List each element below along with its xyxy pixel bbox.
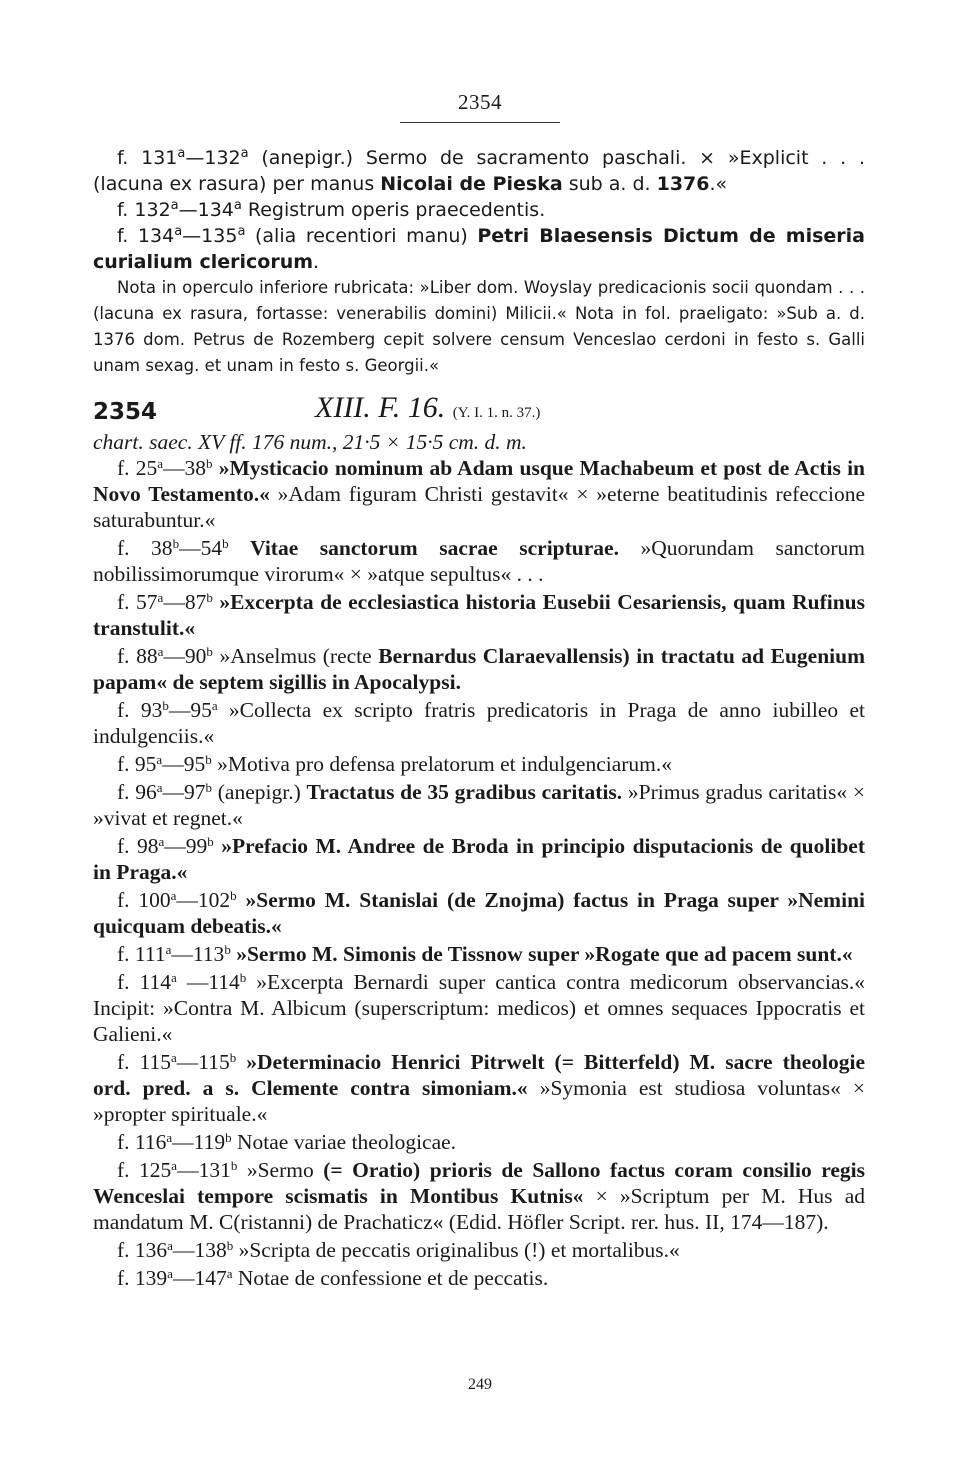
old-reference: (Y. I. 1. n. 37.) <box>452 405 541 421</box>
entry-text: »Excerpta Bernardi super cantica contra medicorum observancias.« Incipit: »Contra M. Albicum (superscriptum: medicos) et omnes sequaces Ippocratis et Galieni.« <box>93 970 865 1046</box>
folio-side: b <box>206 644 213 659</box>
content-entry <box>93 941 865 967</box>
content-entry <box>93 455 865 533</box>
folio-side: a <box>240 146 249 161</box>
folio-start: f. 93 <box>117 698 163 722</box>
entry-text: (anepigr.) <box>212 780 307 804</box>
folio-side: a <box>233 198 242 213</box>
entry-title: »Mysticacio nominum ab Adam usque Machabeum et post de Actis in Novo Testamento.« <box>93 456 865 506</box>
folio-start: f. 38 <box>117 536 173 560</box>
folio-end: —134 <box>178 199 234 221</box>
folio-end: —131 <box>177 1158 231 1182</box>
entry-title: »Excerpta de ecclesiastica historia Eusebii Cesariensis, quam Rufinus transtulit.« <box>93 590 865 640</box>
entry-title: »Prefacio M. Andree de Broda in principio disputacionis de quolibet in Praga.« <box>93 834 865 884</box>
entry-text: . <box>313 251 320 273</box>
content-entry <box>93 887 865 939</box>
folio-side: a <box>170 888 177 903</box>
folio-end: —95 <box>168 698 212 722</box>
folio-side: a <box>237 224 246 239</box>
entry-text: .« <box>709 173 728 195</box>
previous-entry <box>93 145 865 197</box>
folio-side: b <box>205 752 212 767</box>
entry-text: Registrum operis praecedentis. <box>241 199 546 221</box>
folio-start: f. 114 <box>117 970 172 994</box>
folio-side: b <box>172 536 180 551</box>
content-entry <box>93 589 865 641</box>
folio-start: f. 132 <box>117 199 171 221</box>
folio-start: f. 139 <box>117 1266 168 1290</box>
folio-end: —102 <box>176 888 231 912</box>
folio-start: f. 88 <box>117 644 158 668</box>
folio-side: a <box>156 780 163 795</box>
folio-side: a <box>226 1266 233 1281</box>
entry-text: »Motiva pro defensa prelatorum et indulgenciarum.« <box>211 752 673 776</box>
entry-title: »Determinacio Henrici Pitrwelt (= Bitterfeld) M. sacre theologie ord. pred. a s. Clemente contra simoniam.« <box>93 1050 865 1100</box>
entry-text: »Quorundam sanctorum nobilissimorumque virorum« × »atque sepultus« . . . <box>93 536 866 586</box>
entry-text: »Primus gradus caritatis« × »vivat et regnet.« <box>93 780 865 830</box>
folio-side: a <box>174 224 183 239</box>
content-entry <box>93 697 865 749</box>
entry-title: Petri Blaesensis Dictum de miseria curialium clericorum <box>93 225 865 273</box>
entry-text: sub a. d. <box>562 173 657 195</box>
entry-text: (alia recentiori manu) <box>245 225 478 247</box>
folio-end: —95 <box>162 752 206 776</box>
folio-side: b <box>162 698 169 713</box>
folio-start: f. 57 <box>117 590 158 614</box>
folio-end: —138 <box>172 1238 227 1262</box>
folio-start: f. 25 <box>117 456 158 480</box>
entry-text: »Symonia est studiosa voluntas« × »propter spirituale.« <box>93 1076 865 1126</box>
note-paragraph: Nota in operculo inferiore rubricata: »Liber dom. Woyslay predicacionis socii quondam . . . (lacuna ex rasura, fortasse: venerabilis domini) Milicii.« Nota in fol. praeligato: »Sub a. d. 1376 dom. Petrus de Rozemberg cepit solvere censum Venceslao cerdoni in festo s. Galli unam sexag. et unam in festo s. Georgii.« <box>93 278 865 375</box>
folio-end: —54 <box>179 536 223 560</box>
entry-number: 2354 <box>93 399 158 425</box>
page-header-number: 2354 <box>458 90 502 114</box>
folio-start: f. 115 <box>117 1050 172 1074</box>
folio-side: a <box>171 1050 177 1065</box>
folio-end: —147 <box>172 1266 227 1290</box>
folio-start: f. 98 <box>117 834 159 858</box>
entry-title: »Sermo M. Stanislai (de Znojma) factus in Praga super »Nemini quicquam debeatis.« <box>93 888 865 938</box>
folio-side: b <box>230 1158 238 1173</box>
folio-end: —114 <box>176 970 240 994</box>
folio-start: f. 95 <box>117 752 157 776</box>
folio-end: —119 <box>172 1130 226 1154</box>
folio-side: a <box>171 1158 178 1173</box>
folio-side: a <box>157 456 164 471</box>
entry-signature <box>315 391 541 426</box>
folio-side: b <box>205 780 213 795</box>
entry-text: »Anselmus (recte <box>212 644 379 668</box>
folio-end: —38 <box>163 456 207 480</box>
entry-description: chart. saec. XV ff. 176 num., 21·5 × 15·5 cm. d. m. <box>93 430 527 454</box>
entry-text: (anepigr.) Sermo de sacramento paschali. × »Explicit . . . (lacuna ex rasura) per manus <box>93 147 865 195</box>
folio-end: —135 <box>182 225 238 247</box>
folio-end: —99 <box>164 834 208 858</box>
content-entry <box>93 1129 865 1155</box>
entry-title: Nicolai de Pieska <box>380 173 563 195</box>
signature-text: XIII. F. 16. <box>315 391 446 424</box>
content-entry <box>93 1237 865 1263</box>
entry-title: Tractatus de 35 gradibus caritatis. <box>306 780 623 804</box>
folio-end: —97 <box>162 780 206 804</box>
content-entry <box>93 535 865 587</box>
folio-side: b <box>206 456 213 471</box>
header-rule <box>400 122 560 123</box>
folio-side: a <box>158 834 165 849</box>
folio-side: b <box>229 1050 237 1065</box>
folio-end: —87 <box>163 590 207 614</box>
contents-list <box>93 455 865 1291</box>
previous-entry <box>93 197 865 223</box>
previous-entry <box>93 223 865 275</box>
entry-title: 1376 <box>656 173 710 195</box>
entry-text <box>229 536 251 560</box>
entry-text: »Scripta de peccatis originalibus (!) et mortalibus.« <box>233 1238 680 1262</box>
folio-side: a <box>167 1266 173 1281</box>
folio-side: b <box>224 942 231 957</box>
folio-side: a <box>211 698 218 713</box>
previous-entry-items <box>93 145 865 275</box>
folio-side: a <box>167 1238 173 1253</box>
entry-heading <box>93 391 865 429</box>
previous-entry-notes <box>93 275 865 379</box>
folio-start: f. 100 <box>117 888 171 912</box>
entry-title: Vitae sanctorum sacrae scripturae. <box>250 536 619 560</box>
entry-text <box>236 1050 246 1074</box>
folio-side: b <box>207 834 214 849</box>
folio-side: b <box>225 1130 232 1145</box>
content-entry <box>93 779 865 831</box>
entry-title: Bernardus Claraevallensis) in tractatu ad Eugenium papam« de septem sigillis in Apocalypsi. <box>93 644 865 694</box>
folio-end: —113 <box>171 942 225 966</box>
folio-side: a <box>156 752 163 767</box>
entry-title: »Sermo M. Simonis de Tissnow super »Rogate que ad pacem sunt.« <box>236 942 853 966</box>
entry-text: »Adam figuram Christi gestavit« × »eterne beatitudinis refeccione saturabuntur.« <box>93 482 865 532</box>
folio-start: f. 116 <box>117 1130 167 1154</box>
folio-side: a <box>165 942 172 957</box>
entry-title: (= Oratio) priοris de Sallono factus coram consilio regis Wenceslai tempore scismatis in Montibus Kutnis« <box>93 1158 865 1208</box>
entry-text: × »Scriptum per M. Hus ad mandatum M. C(ristanni) de Prachaticz« (Edid. Höfler Script. rer. hus. II, 174—187). <box>93 1184 865 1234</box>
entry-text: Notae variae theologicae. <box>231 1130 457 1154</box>
content-entry <box>93 1157 865 1235</box>
folio-side: b <box>230 888 237 903</box>
folio-side: b <box>222 536 229 551</box>
folio-start: f. 134 <box>117 225 175 247</box>
content-entry <box>93 833 865 885</box>
content-entry <box>93 969 865 1047</box>
page-footer-number: 249 <box>468 1376 492 1393</box>
content-entry <box>93 643 865 695</box>
folio-side: b <box>239 970 247 985</box>
text-body <box>93 145 865 1291</box>
content-entry <box>93 1049 865 1127</box>
folio-end: —90 <box>163 644 207 668</box>
folio-side: a <box>170 198 179 213</box>
folio-end: —115 <box>176 1050 230 1074</box>
content-entry <box>93 751 865 777</box>
entry-text: Notae de confessione et de peccatis. <box>232 1266 549 1290</box>
folio-end: —132 <box>185 147 241 169</box>
content-entry <box>93 1265 865 1291</box>
entry-text: »Collecta ex scripto fratris predicatoris in Praga de anno iubilleo et indulgenciis.« <box>93 698 865 748</box>
folio-start: f. 136 <box>117 1238 168 1262</box>
folio-side: a <box>177 146 186 161</box>
folio-start: f. 125 <box>117 1158 172 1182</box>
folio-side: a <box>157 644 164 659</box>
folio-start: f. 96 <box>117 780 157 804</box>
entry-text: »Sermo <box>237 1158 324 1182</box>
folio-side: a <box>166 1130 173 1145</box>
folio-side: a <box>157 590 164 605</box>
folio-start: f. 111 <box>117 942 166 966</box>
folio-start: f. 131 <box>117 147 178 169</box>
folio-side: b <box>206 590 213 605</box>
folio-side: a <box>171 970 177 985</box>
folio-side: b <box>226 1238 234 1253</box>
